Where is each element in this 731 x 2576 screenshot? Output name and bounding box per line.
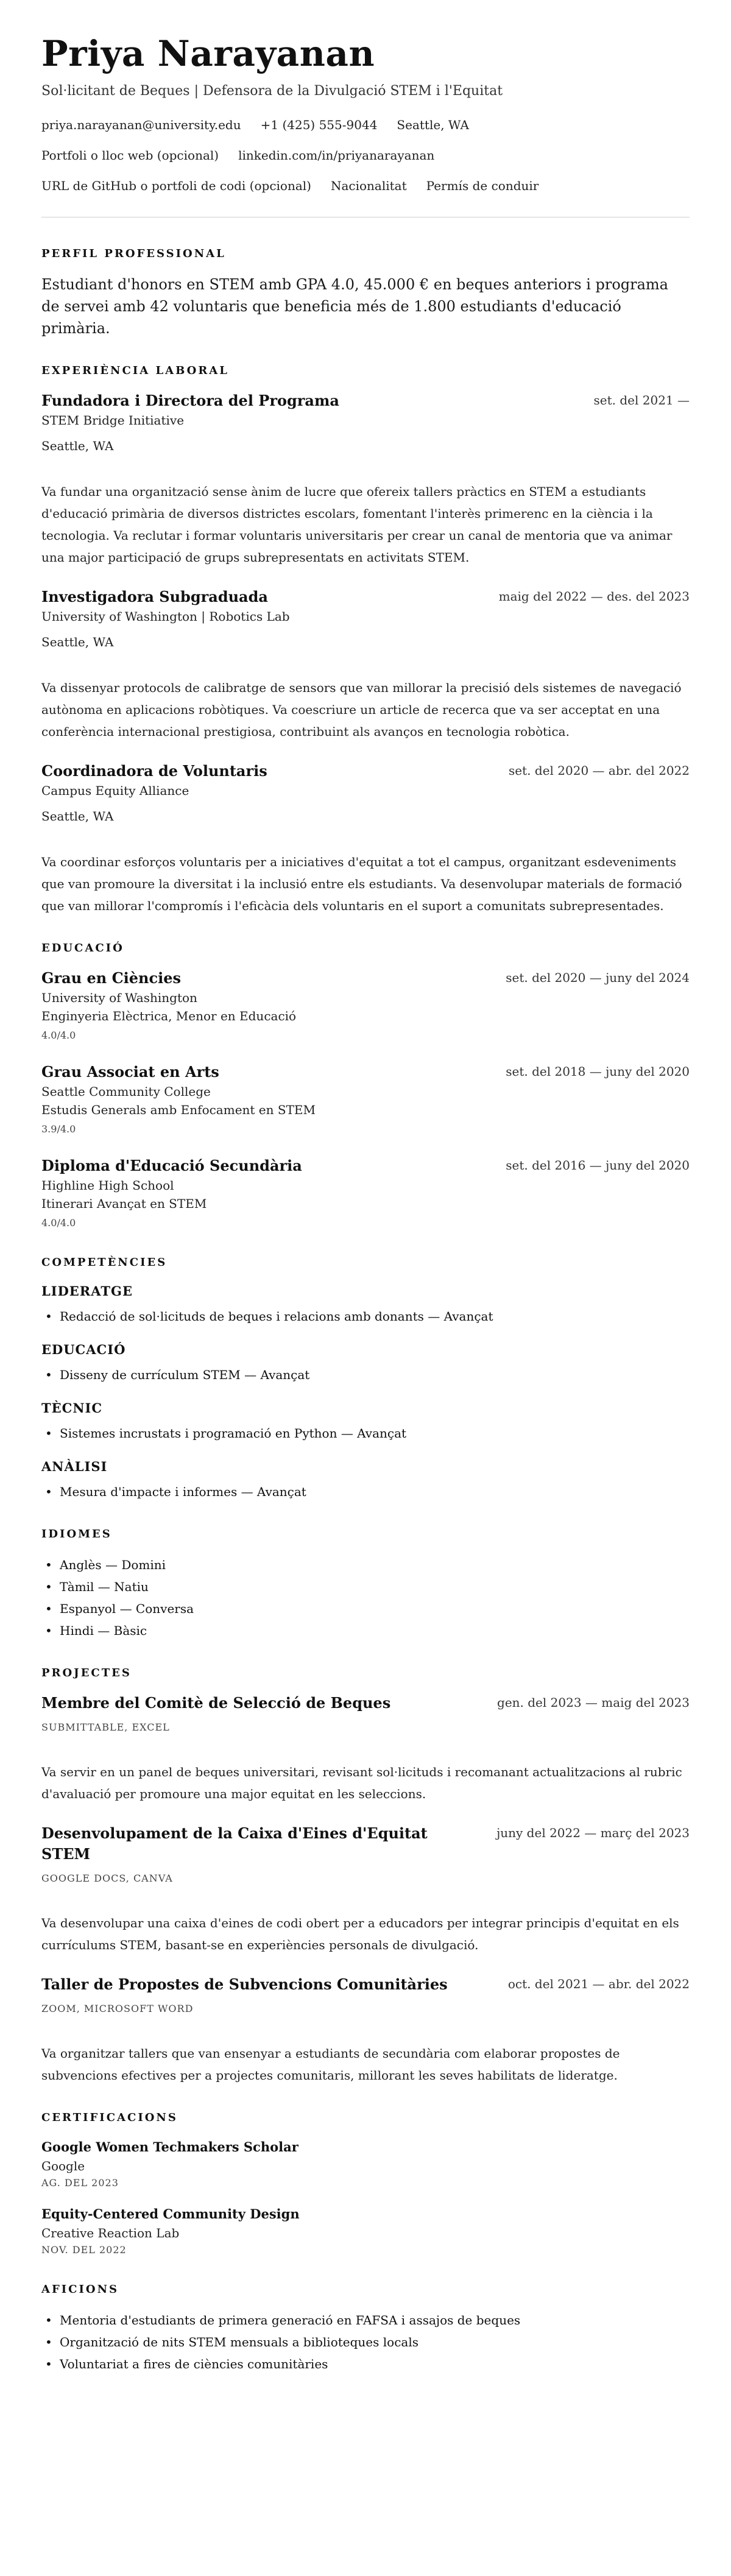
skill-list (41, 1364, 690, 1386)
entry-title: Fundadora i Directora del Programa (41, 392, 339, 409)
hobby-list (41, 2309, 690, 2375)
contact-linkedin[interactable]: linkedin.com/in/priyanarayanan (238, 148, 435, 163)
certification-title: Equity-Centered Community Design (41, 2206, 300, 2221)
entry-title: Investigadora Subgraduada (41, 588, 268, 605)
gpa: 3.9/4.0 (41, 1123, 76, 1135)
school-name: University of Washington (41, 990, 197, 1005)
field-of-study: Itinerari Avançat en STEM (41, 1196, 207, 1211)
degree-title: Diploma d'Educació Secundària (41, 1157, 302, 1174)
entry-title: Coordinadora de Voluntaris (41, 762, 267, 780)
skill-category: ANÀLISI (41, 1459, 108, 1474)
skill-category: TÈCNIC (41, 1400, 103, 1416)
entry-location: Seattle, WA (41, 809, 114, 824)
project-title: Desenvolupament de la Caixa d'Eines d'Equitat STEM (41, 1824, 428, 1863)
certification-title: Google Women Techmakers Scholar (41, 2139, 298, 2154)
education-entry (41, 1062, 690, 1137)
candidate-headline: Sol·licitant de Beques | Defensora de la Divulgació STEM i l'Equitat (41, 83, 503, 99)
skill-category: EDUCACIÓ (41, 1342, 126, 1357)
contact-row (41, 177, 690, 195)
section-title-projects: PROJECTES (41, 1667, 132, 1679)
skill-item: • Redacció de sol·licituds de beques i relacions amb donants — Avançat (41, 1305, 690, 1327)
degree-title: Grau en Ciències (41, 969, 182, 987)
contact-row (41, 116, 690, 134)
candidate-name: Priya Narayanan (41, 33, 375, 74)
contact-phone[interactable]: +1 (425) 555-9044 (260, 118, 378, 132)
degree-title: Grau Associat en Arts (41, 1063, 219, 1081)
school-name: Seattle Community College (41, 1084, 211, 1099)
entry-date: set. del 2020 — juny del 2024 (506, 970, 690, 985)
experience-entry (41, 587, 690, 743)
experience-entry (41, 390, 690, 568)
skill-category: LIDERATGE (41, 1283, 133, 1299)
entry-description: Va fundar una organització sense ànim de lucre que ofereix tallers pràctics en STEM a estudiants d'educació primària de diversos districtes escolars, fomentant l'interès primerenc en la ciència i la tecnologia. Va reclutar i formar voluntaris universitaris per crear un canal de mentoria que va animar una major participació de grups subrepresentats en activitats STEM. (41, 484, 673, 565)
hobby-item: • Mentoria d'estudiants de primera generació en FAFSA i assajos de beques (41, 2309, 690, 2331)
education-entry (41, 968, 690, 1043)
contact-location: Seattle, WA (397, 118, 469, 132)
summary-text: Estudiant d'honors en STEM amb GPA 4.0, 45.000 € en beques anteriors i programa de servei amb 42 voluntaris que beneficia més de 1.800 estudiants d'educació primària. (41, 276, 668, 337)
entry-location: Seattle, WA (41, 439, 114, 453)
project-description: Va servir en un panel de beques universitari, revisant sol·licituds i recomanant actualitzacions al rubric d'avaluació per promoure una major equitat en les seleccions. (41, 1765, 682, 1801)
project-entry (41, 1693, 690, 1805)
entry-date: maig del 2022 — des. del 2023 (498, 589, 690, 604)
skill-item: • Mesura d'impacte i informes — Avançat (41, 1481, 690, 1503)
section-title-education: EDUCACIÓ (41, 942, 124, 955)
contact-driving-license: Permís de conduir (426, 178, 539, 193)
contact-portfolio[interactable]: Portfoli o lloc web (opcional) (41, 148, 219, 163)
language-item: • Anglès — Domini (41, 1554, 690, 1576)
entry-date: set. del 2020 — abr. del 2022 (509, 763, 690, 778)
section-title-certifications: CERTIFICACIONS (41, 2111, 178, 2124)
project-entry (41, 1974, 690, 2086)
entry-description: Va coordinar esforços voluntaris per a iniciatives d'equitat a tot el campus, organitzant esdeveniments que van promoure la diversitat i la inclusió entre els estudiants. Va desenvolupar materials de formació que van millorar l'compromís i l'eficàcia dels voluntaris en el suport a comunitats subrepresentades. (41, 855, 682, 913)
section-title-summary: PERFIL PROFESSIONAL (41, 247, 226, 260)
project-title: Membre del Comitè de Selecció de Beques (41, 1694, 391, 1712)
language-item: • Tàmil — Natiu (41, 1576, 690, 1598)
field-of-study: Estudis Generals amb Enfocament en STEM (41, 1103, 316, 1117)
skill-item: • Sistemes incrustats i programació en Python — Avançat (41, 1422, 690, 1444)
contact-email[interactable]: priya.narayanan@university.edu (41, 118, 241, 132)
skill-list (41, 1305, 690, 1327)
certification-issuer: Creative Reaction Lab (41, 2226, 180, 2240)
project-description: Va organitzar tallers que van ensenyar a estudiants de secundària com elaborar propostes de subvencions efectives per a projectes comunitaris, millorant les seves habilitats de lideratge. (41, 2046, 620, 2083)
hobby-item: • Organització de nits STEM mensuals a biblioteques locals (41, 2331, 690, 2353)
project-title: Taller de Propostes de Subvencions Comunitàries (41, 1975, 448, 1993)
entry-organization: Campus Equity Alliance (41, 783, 189, 798)
gpa: 4.0/4.0 (41, 1217, 76, 1229)
entry-date: gen. del 2023 — maig del 2023 (497, 1695, 690, 1710)
gpa: 4.0/4.0 (41, 1029, 76, 1041)
field-of-study: Enginyeria Elèctrica, Menor en Educació (41, 1009, 297, 1023)
certification-issuer: Google (41, 2159, 85, 2173)
education-entry (41, 1156, 690, 1231)
section-title-languages: IDIOMES (41, 1528, 112, 1540)
entry-date: juny del 2022 — març del 2023 (496, 1826, 690, 1840)
contact-row (41, 146, 690, 164)
contact-github[interactable]: URL de GitHub o portfoli de codi (opcional) (41, 178, 311, 193)
resume-header (41, 32, 690, 195)
section-title-skills: COMPETÈNCIES (41, 1256, 168, 1269)
contact-nationality: Nacionalitat (330, 178, 407, 193)
entry-location: Seattle, WA (41, 635, 114, 649)
certification-date: NOV. DEL 2022 (41, 2244, 127, 2256)
project-description: Va desenvolupar una caixa d'eines de codi obert per a educadors per integrar principis d'equitat en els currículums STEM, basant-se en experiències personals de divulgació. (41, 1916, 679, 1952)
entry-organization: University of Washington | Robotics Lab (41, 609, 290, 624)
project-tools: SUBMITTABLE, EXCEL (41, 1721, 170, 1733)
project-tools: GOOGLE DOCS, CANVA (41, 1872, 173, 1884)
entry-date: set. del 2018 — juny del 2020 (506, 1064, 690, 1079)
language-item: • Espanyol — Conversa (41, 1598, 690, 1620)
entry-date: set. del 2021 — (593, 393, 690, 408)
certification-entry (41, 2137, 690, 2191)
language-item: • Hindi — Bàsic (41, 1620, 690, 1642)
hobby-item: • Voluntariat a fires de ciències comunitàries (41, 2353, 690, 2375)
section-title-experience: EXPERIÈNCIA LABORAL (41, 364, 229, 377)
project-tools: ZOOM, MICROSOFT WORD (41, 2003, 194, 2014)
language-list (41, 1554, 690, 1642)
entry-date: oct. del 2021 — abr. del 2022 (507, 1977, 690, 1991)
school-name: Highline High School (41, 1178, 174, 1193)
project-entry (41, 1823, 690, 1956)
certification-entry (41, 2204, 690, 2258)
entry-organization: STEM Bridge Initiative (41, 413, 185, 428)
entry-date: set. del 2016 — juny del 2020 (506, 1158, 690, 1173)
section-title-hobbies: AFICIONS (41, 2283, 119, 2296)
skill-item: • Disseny de currículum STEM — Avançat (41, 1364, 690, 1386)
experience-entry (41, 761, 690, 917)
entry-description: Va dissenyar protocols de calibratge de sensors que van millorar la precisió dels sistemes de navegació autònoma en aplicacions robòtiques. Va coescriure un article de recerca que va ser acceptat en una conferència internacional prestigiosa, contribuint als avanços en tecnologia robòtica. (41, 680, 682, 739)
skill-list (41, 1422, 690, 1444)
certification-date: AG. DEL 2023 (41, 2177, 119, 2189)
skill-list (41, 1481, 690, 1503)
